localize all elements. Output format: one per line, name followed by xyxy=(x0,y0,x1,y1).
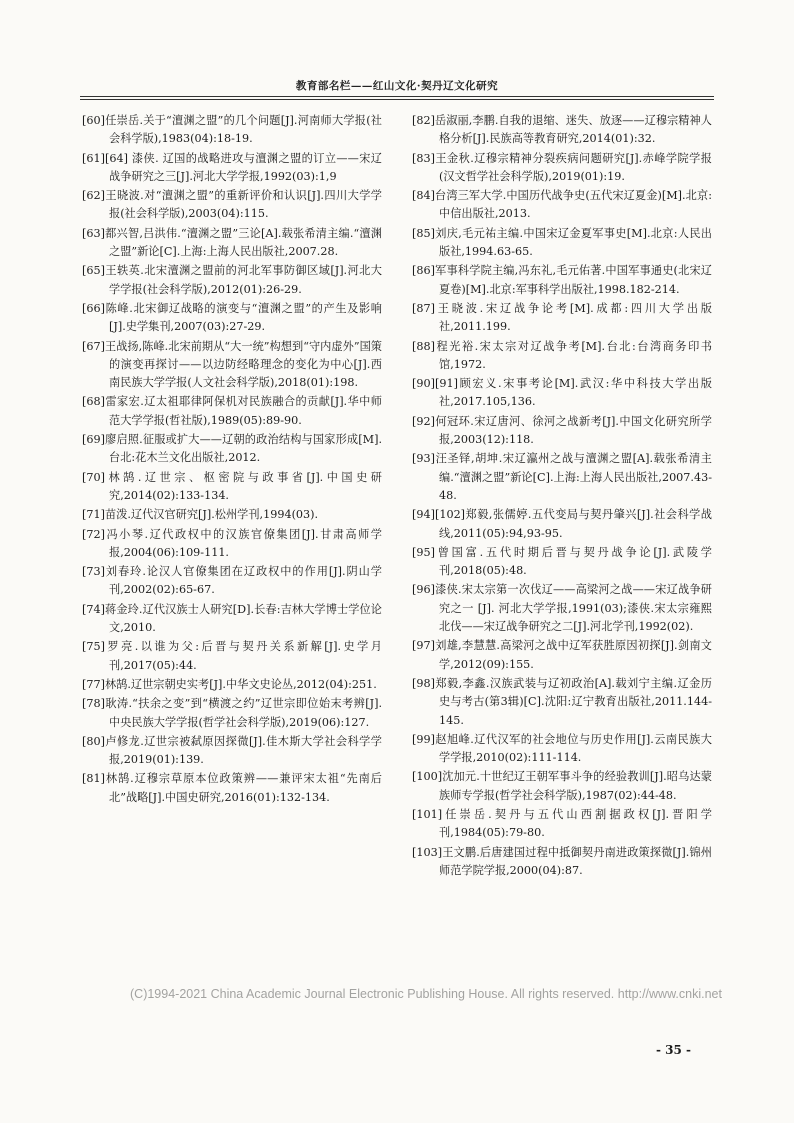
reference-entry: [68]雷家宏.辽太祖耶律阿保机对民族融合的贡献[J].华中师范大学学报(哲社版),1989(05):89-90. xyxy=(82,395,382,427)
reference-entry: [94][102]郑毅,张儒婷.五代变局与契丹肇兴[J].社会科学战线,2011(05):94,93-95. xyxy=(412,508,712,540)
references-right-column xyxy=(412,112,712,880)
reference-entry: [92]何冠环.宋辽唐河、徐河之战新考[J].中国文化研究所学报,2003(12):118. xyxy=(412,414,712,447)
reference-entry: [65]王轶英.北宋澶渊之盟前的河北军事防御区域[J].河北大学学报(社会科学版),2012(01):26-29. xyxy=(82,264,382,296)
reference-entry: [97]刘雄,李慧慧.高梁河之战中辽军获胜原因初探[J].剑南文学,2012(09):155. xyxy=(412,639,712,671)
reference-entry: [96]漆侠.宋太宗第一次伐辽——高梁河之战——宋辽战争研究之一 [J]. 河北大学学报,1991(03);漆侠.宋太宗雍熙北伐——宋辽战争研究之二[J].河北学刊,1992(02). xyxy=(412,583,712,634)
reference-entry: [78]耿涛.“扶余之变”到“横渡之约”辽世宗即位始末考辨[J].中央民族大学学报(哲学社会科学版),2019(06):127. xyxy=(82,697,382,729)
reference-entry: [80]卢修龙.辽世宗被弑原因探微[J].佳木斯大学社会科学学报,2019(01):139. xyxy=(82,734,382,767)
reference-entry: [88]程光裕.宋太宗对辽战争考[M].台北:台湾商务印书馆,1972. xyxy=(412,339,712,371)
reference-entry: [95]曾国富.五代时期后晋与契丹战争论[J].武陵学刊,2018(05):48. xyxy=(412,545,712,578)
reference-entry: [85]刘庆,毛元祐主编.中国宋辽金夏军事史[M].北京:人民出版社,1994.63-65. xyxy=(412,226,712,259)
reference-entry: [103]王文鹏.后唐建国过程中抵御契丹南进政策探微[J].锦州师范学院学报,2000(04):87. xyxy=(412,845,712,877)
reference-entry: [61][64] 漆侠. 辽国的战略进攻与澶渊之盟的订立——宋辽战争研究之三[J].河北大学学报,1992(03):1,9 xyxy=(82,151,382,183)
reference-entry: [71]苗泼.辽代汉官研究[J].松州学刊,1994(03). xyxy=(82,508,319,522)
reference-entry: [101]任崇岳.契丹与五代山西割据政权[J].晋阳学刊,1984(05):79-80. xyxy=(412,807,712,840)
reference-entry: [86]军事科学院主编,冯东礼,毛元佑著.中国军事通史(北宋辽夏卷)[M].北京:军事科学出版社,1998.182-214. xyxy=(412,264,712,296)
reference-entry: [67]王战扬,陈峰.北宋前期从“大一统”构想到“守内虚外”国策的演变再探讨——以边防经略理念的变化为中心[J].西南民族大学学报(人文社会科学版),2018(01):198. xyxy=(82,339,382,390)
reference-entry: [84]台湾三军大学.中国历代战争史(五代宋辽夏金)[M].北京:中信出版社,2013. xyxy=(412,189,712,221)
reference-entry: [75]罗亮.以谁为父:后晋与契丹关系新解[J].史学月刊,2017(05):44. xyxy=(82,640,382,672)
reference-entry: [63]都兴智,吕洪伟.“澶渊之盟”三论[A].载张希清主编.“澶渊之盟”新论[C].上海:上海人民出版社,2007.28. xyxy=(82,226,382,259)
reference-entry: [87]王晓波.宋辽战争论考[M].成都:四川大学出版社,2011.199. xyxy=(412,301,712,334)
reference-entry: [73]刘春玲.论汉人官僚集团在辽政权中的作用[J].阴山学刊,2002(02):65-67. xyxy=(82,565,382,597)
reference-entry: [98]郑毅,李鑫.汉族武装与辽初政治[A].载刘宁主编.辽金历史与考古(第3辑)[C].沈阳:辽宁教育出版社,2011.144-145. xyxy=(412,676,712,727)
header-rule-top xyxy=(80,96,714,97)
running-header: 教育部名栏——红山文化·契丹辽文化研究 xyxy=(295,80,499,92)
reference-entry: [70]林鹄.辽世宗、枢密院与政事省[J].中国史研究,2014(02):133-134. xyxy=(82,470,382,502)
header-rule-bottom xyxy=(80,99,714,100)
reference-entry: [60]任崇岳.关于“澶渊之盟”的几个问题[J].河南师大学报(社会科学版),1983(04):18-19. xyxy=(82,114,382,146)
page-number: - 35 - xyxy=(656,1043,692,1057)
reference-entry: [77]林鹄.辽世宗朝史实考[J].中华文史论丛,2012(04):251. xyxy=(82,677,377,691)
reference-entry: [66]陈峰.北宋御辽战略的演变与“澶渊之盟”的产生及影响[J].史学集刊,2007(03):27-29. xyxy=(82,301,382,334)
reference-entry: [82]岳淑丽,李鹏.自我的退缩、迷失、放逐——辽穆宗精神人格分析[J].民族高等教育研究,2014(01):32. xyxy=(412,114,712,146)
reference-entry: [74]蒋金玲.辽代汉族士人研究[D].长春:吉林大学博士学位论文,2010. xyxy=(82,602,382,635)
reference-entry: [99]赵旭峰.辽代汉军的社会地位与历史作用[J].云南民族大学学报,2010(02):111-114. xyxy=(412,732,712,765)
copyright-watermark: (C)1994-2021 China Academic Journal Electronic Publishing House. All rights reserved. http://www.cnki.net xyxy=(130,987,722,1001)
reference-entry: [90][91]顾宏义.宋事考论[M].武汉:华中科技大学出版社,2017.105,136. xyxy=(412,377,712,409)
reference-entry: [69]廖启照.征服或扩大——辽朝的政治结构与国家形成[M].台北:花木兰文化出版社,2012. xyxy=(82,433,382,465)
reference-entry: [81]林鹄.辽穆宗草原本位政策辨——兼评宋太祖“先南后北”战略[J].中国史研究,2016(01):132-134. xyxy=(82,772,382,804)
reference-entry: [100]沈加元.十世纪辽王朝军事斗争的经验教训[J].昭乌达蒙族师专学报(哲学社会科学版),1987(02):44-48. xyxy=(412,770,712,802)
reference-entry: [72]冯小琴.辽代政权中的汉族官僚集团[J].甘肃高师学报,2004(06):109-111. xyxy=(82,527,382,559)
reference-entry: [83]王金秋.辽穆宗精神分裂疾病问题研究[J].赤峰学院学报(汉文哲学社会科学版),2019(01):19. xyxy=(412,151,712,183)
references-left-column xyxy=(82,112,382,807)
reference-entry: [93]汪圣铎,胡坤.宋辽瀛州之战与澶渊之盟[A].载张希清主编.“澶渊之盟”新论[C].上海:上海人民出版社,2007.43-48. xyxy=(412,452,712,502)
reference-entry: [62]王晓波.对“澶渊之盟”的重新评价和认识[J].四川大学学报(社会科学版),2003(04):115. xyxy=(82,189,382,221)
